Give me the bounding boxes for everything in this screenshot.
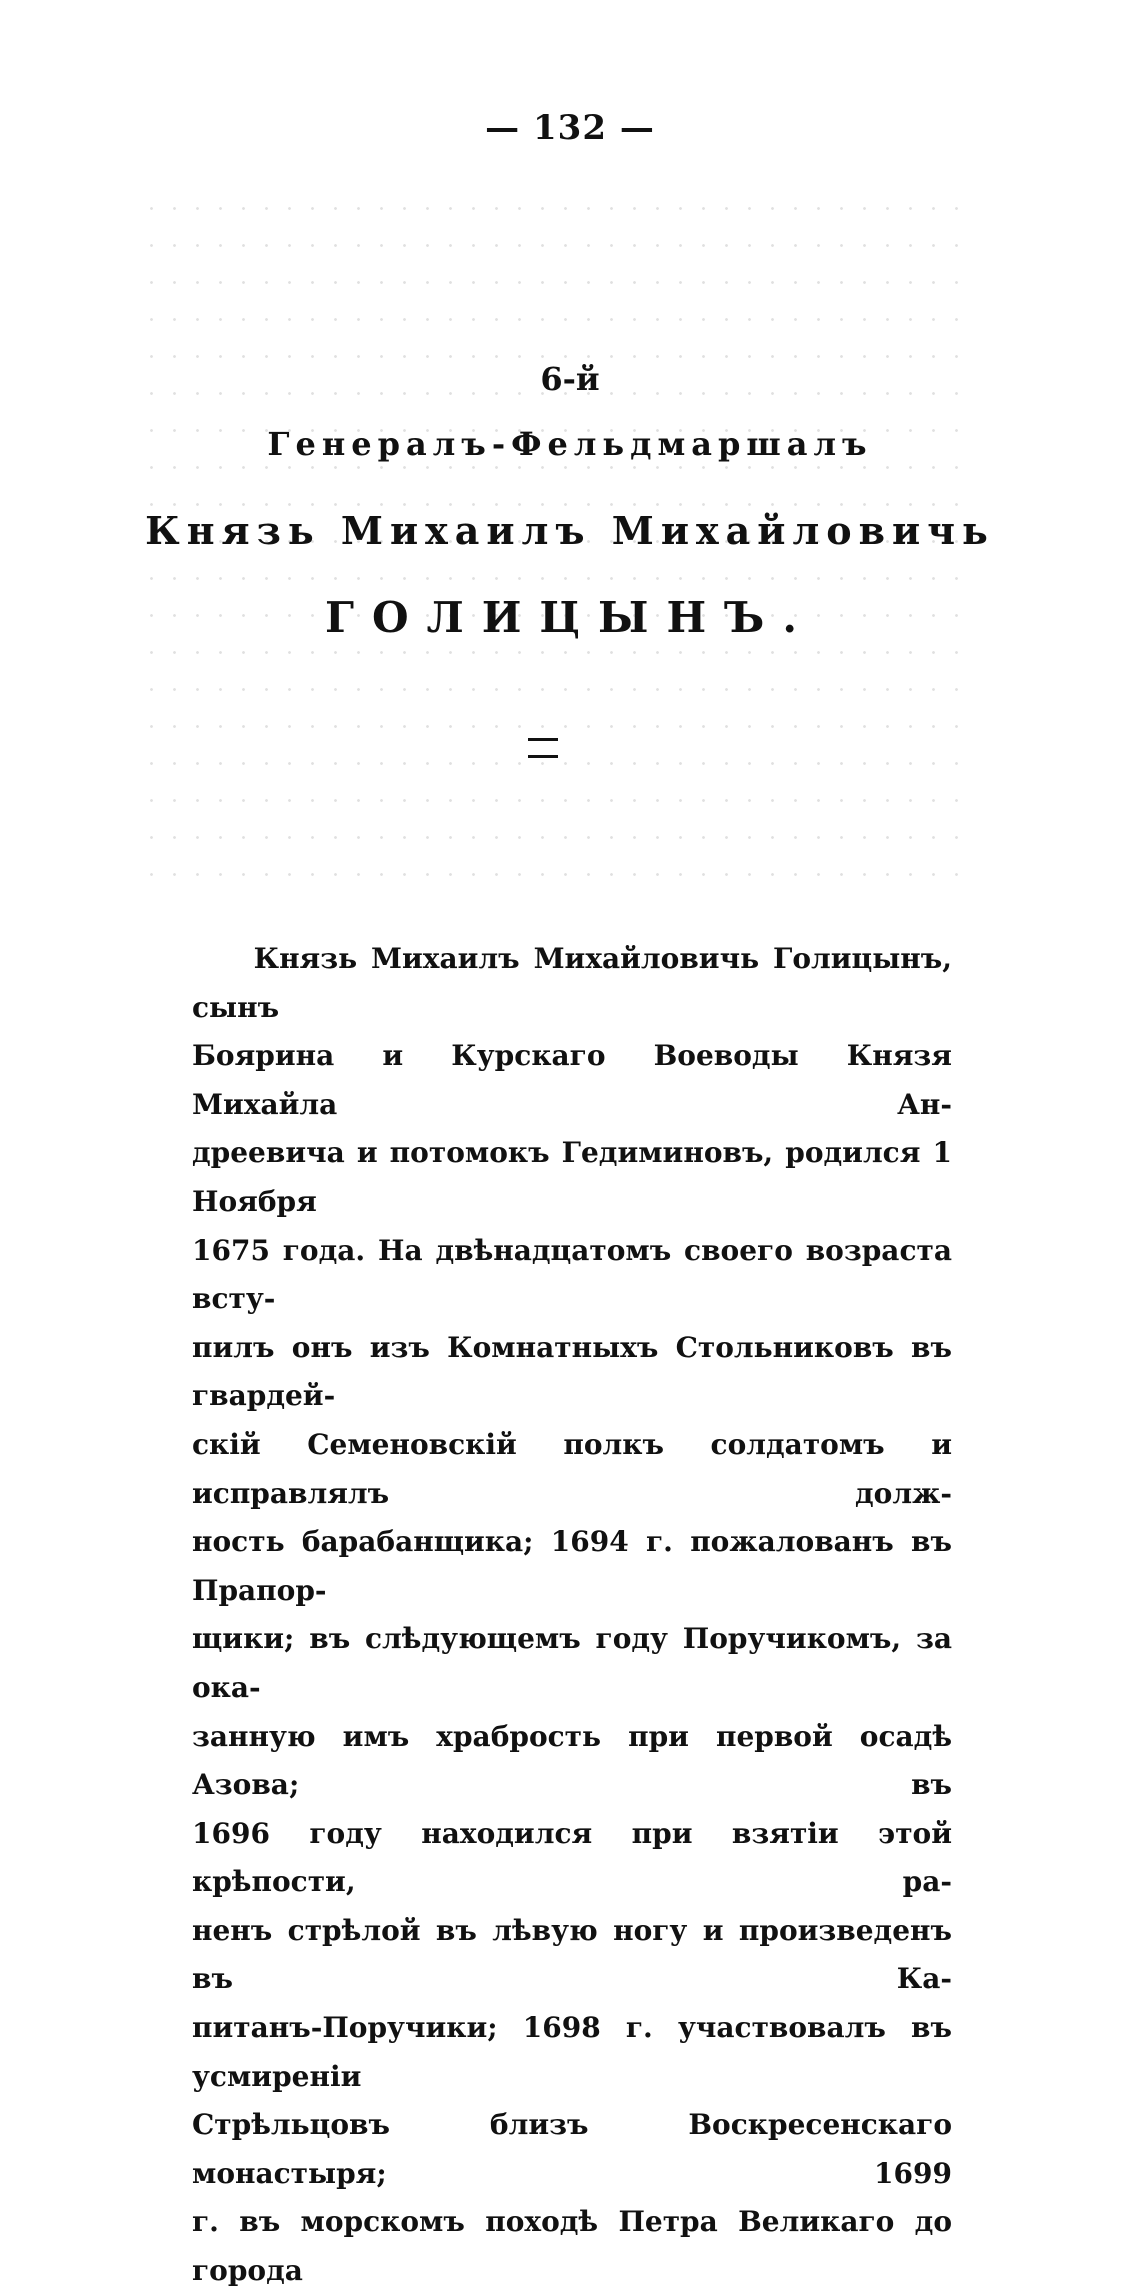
text-line: г. въ морскомъ походѣ Петра Великаго до города — [192, 2205, 952, 2288]
text-line: щики; въ слѣдующемъ году Поручикомъ, за ока- — [192, 1622, 952, 1704]
body-text — [192, 935, 952, 2296]
name-heading: Князь Михаилъ Михайловичь — [145, 508, 995, 553]
page-number: — 132 — — [485, 108, 655, 148]
surname-heading: ГОЛИЦЫНЪ. — [325, 593, 815, 642]
text-line: Боярина и Курскаго Воеводы Князя Михайла Ан- — [192, 1039, 952, 1121]
text-line: 1696 году находился при взятіи этой крѣпости, ра- — [192, 1816, 952, 1899]
text-line: питанъ-Поручики; 1698 г. участвовалъ въ усмиреніи — [192, 2011, 952, 2093]
text-line: Князь Михаилъ Михайловичь Голицынъ, сынъ — [192, 942, 952, 1024]
rank-heading: Генералъ-Фельдмаршалъ — [267, 425, 873, 463]
text-line: дреевича и потомокъ Гедиминовъ, родился 1 Ноября — [192, 1136, 952, 1218]
chapter-number: 6-й — [540, 360, 600, 398]
text-line: Стрѣльцовъ близъ Воскресенскаго монастыря; 1699 — [192, 2108, 952, 2190]
text-line: 1675 года. На двѣнадцатомъ своего возраста всту- — [192, 1233, 952, 1316]
section-divider — [528, 738, 558, 758]
text-line: пилъ онъ изъ Комнатныхъ Стольниковъ въ гвардей- — [192, 1330, 952, 1413]
text-line: ненъ стрѣлой въ лѣвую ногу и произведенъ въ Ка- — [192, 1913, 952, 1996]
text-line: скій Семеновскій полкъ солдатомъ и исправлялъ долж- — [192, 1427, 952, 1510]
text-line: ность барабанщика; 1694 г. пожалованъ въ Прапор- — [192, 1525, 952, 1607]
text-line: занную имъ храбрость при первой осадѣ Азова; въ — [192, 1719, 952, 1802]
